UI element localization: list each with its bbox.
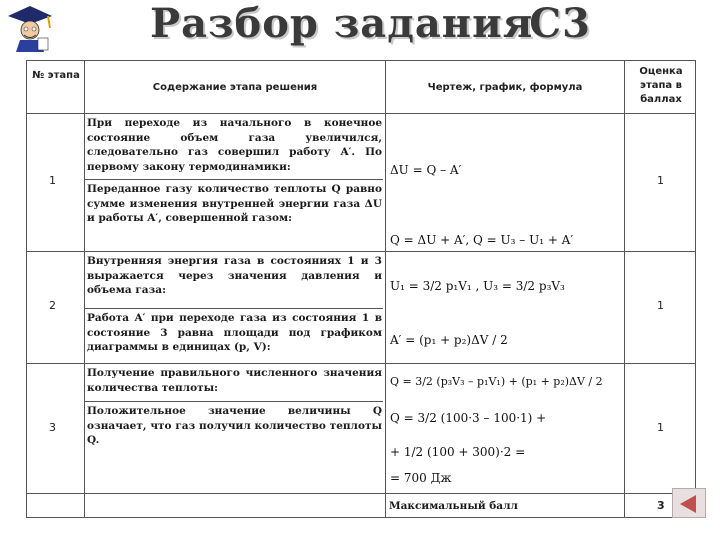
row2-text1: Внутренняя энергия газа в состояниях 1 и 3 выражается через значения давления и объема газа:	[87, 255, 382, 296]
row3-formula3: + 1/2 (100 + 300)·2 =	[390, 445, 526, 459]
row2-num: 2	[49, 299, 56, 312]
row3-formula1: Q = 3/2 (p₃V₃ – p₁V₁) + (p₁ + p₂)ΔV / 2	[390, 375, 603, 388]
row3-score: 1	[657, 421, 664, 434]
solution-table	[26, 60, 696, 518]
row1-formula1: ΔU = Q – A′	[390, 163, 462, 177]
header-content: Содержание этапа решения	[152, 82, 318, 93]
row1-score: 1	[657, 174, 664, 187]
row3-text2: Положительное значение величины Q означает, что газ получил количество теплоты Q.	[87, 405, 382, 446]
row3-num: 3	[49, 421, 56, 434]
row3-text1: Получение правильного численного значения количества теплоты:	[87, 367, 382, 394]
row1-text1: При переходе из начального в конечное состояние объем газа увеличился, следовательно газ совершил работу A′. По первому закону термодинамики:	[87, 117, 382, 173]
row3-formula4: = 700 Дж	[390, 471, 452, 485]
back-arrow-icon	[680, 495, 696, 513]
row2-score: 1	[657, 299, 664, 312]
header-score: Оценка этапа в баллах	[639, 66, 683, 105]
row2-formula1: U₁ = 3/2 p₁V₁ , U₃ = 3/2 p₃V₃	[390, 279, 565, 293]
row2-formula2: A′ = (p₁ + p₂)ΔV / 2	[390, 333, 508, 347]
row1-num: 1	[49, 174, 56, 187]
row3-formula2: Q = 3/2 (100·3 – 100·1) +	[390, 411, 547, 425]
row1-formula2: Q = ΔU + A′, Q = U₃ – U₁ + A′	[390, 233, 574, 247]
row2-text2: Работа A′ при переходе газа из состояния 1 в состояние 3 равна площади под графиком диаграммы в единицах (p, V):	[87, 312, 382, 353]
professor-icon	[4, 2, 54, 54]
header-num: № этапа	[32, 70, 80, 81]
page-title: Разбор заданияС3	[150, 0, 591, 47]
back-button[interactable]	[672, 488, 706, 518]
footer-label: Максимальный балл	[389, 500, 518, 512]
header-formula: Чертеж, график, формула	[427, 82, 583, 93]
footer-score: 3	[657, 499, 665, 512]
row1-text2: Переданное газу количество теплоты Q равно сумме изменения внутренней энергии газа ΔU и работы A′, совершенной газом:	[87, 183, 382, 224]
